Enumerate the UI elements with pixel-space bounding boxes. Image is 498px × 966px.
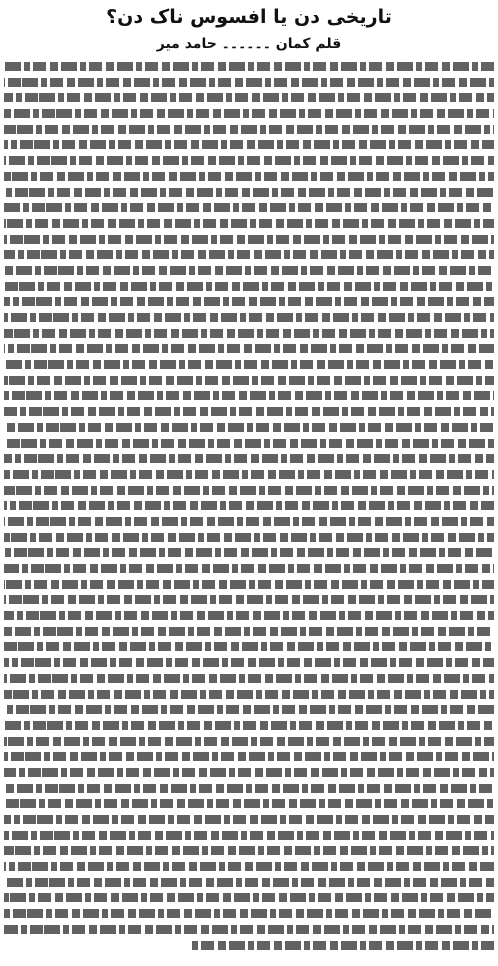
body-text-line bbox=[4, 721, 494, 730]
body-text-line bbox=[4, 784, 494, 793]
body-text-line bbox=[4, 250, 494, 259]
body-text-line bbox=[4, 219, 494, 228]
body-text-line bbox=[4, 109, 494, 118]
body-text-line bbox=[4, 674, 494, 683]
body-text-line bbox=[4, 93, 494, 102]
body-text-line bbox=[4, 501, 494, 510]
body-text-line bbox=[4, 925, 494, 934]
body-text-line bbox=[4, 815, 494, 824]
body-text-line bbox=[4, 329, 494, 338]
body-text-line bbox=[4, 846, 494, 855]
body-text-line bbox=[4, 611, 494, 620]
body-text-line bbox=[4, 580, 494, 589]
body-text-line bbox=[4, 548, 494, 557]
body-text-line bbox=[4, 642, 494, 651]
body-text-line bbox=[190, 941, 494, 950]
body-text-line bbox=[4, 737, 494, 746]
body-text-line bbox=[4, 172, 494, 181]
body-text-line bbox=[4, 344, 494, 353]
body-text-line bbox=[4, 235, 494, 244]
body-text-line bbox=[4, 690, 494, 699]
article-byline: قلم کمان ۔۔۔۔۔۔ حامد میر bbox=[156, 36, 342, 52]
body-text-line bbox=[4, 517, 494, 526]
body-text-line bbox=[4, 799, 494, 808]
body-text-line bbox=[4, 407, 494, 416]
body-text-line bbox=[4, 768, 494, 777]
body-text-line bbox=[4, 486, 494, 495]
body-text-line bbox=[4, 78, 494, 87]
body-text-line bbox=[4, 454, 494, 463]
body-text-line bbox=[4, 831, 494, 840]
body-text-line bbox=[4, 282, 494, 291]
body-text-line bbox=[4, 391, 494, 400]
body-text-line bbox=[4, 125, 494, 134]
body-text-line bbox=[4, 313, 494, 322]
body-text-line bbox=[4, 627, 494, 636]
body-text-line bbox=[4, 705, 494, 714]
body-text-line bbox=[4, 360, 494, 369]
body-text-line bbox=[4, 156, 494, 165]
article-body bbox=[4, 62, 494, 962]
body-text-line bbox=[4, 470, 494, 479]
body-text-line bbox=[4, 595, 494, 604]
body-text-line bbox=[4, 658, 494, 667]
body-text-line bbox=[4, 533, 494, 542]
body-text-line bbox=[4, 203, 494, 212]
body-text-line bbox=[4, 266, 494, 275]
body-text-line bbox=[4, 564, 494, 573]
body-text-line bbox=[4, 297, 494, 306]
body-text-line bbox=[4, 909, 494, 918]
body-text-line bbox=[4, 62, 494, 71]
body-text-line bbox=[4, 752, 494, 761]
body-text-line bbox=[4, 893, 494, 902]
article-headline: تاریخی دن یا افسوس ناک دن؟ bbox=[106, 6, 392, 28]
body-text-line bbox=[4, 188, 494, 197]
body-text-line bbox=[4, 423, 494, 432]
body-text-line bbox=[4, 878, 494, 887]
body-text-line bbox=[4, 376, 494, 385]
body-text-line bbox=[4, 862, 494, 871]
body-text-line bbox=[4, 439, 494, 448]
article-column bbox=[4, 0, 494, 966]
body-text-line bbox=[4, 140, 494, 149]
